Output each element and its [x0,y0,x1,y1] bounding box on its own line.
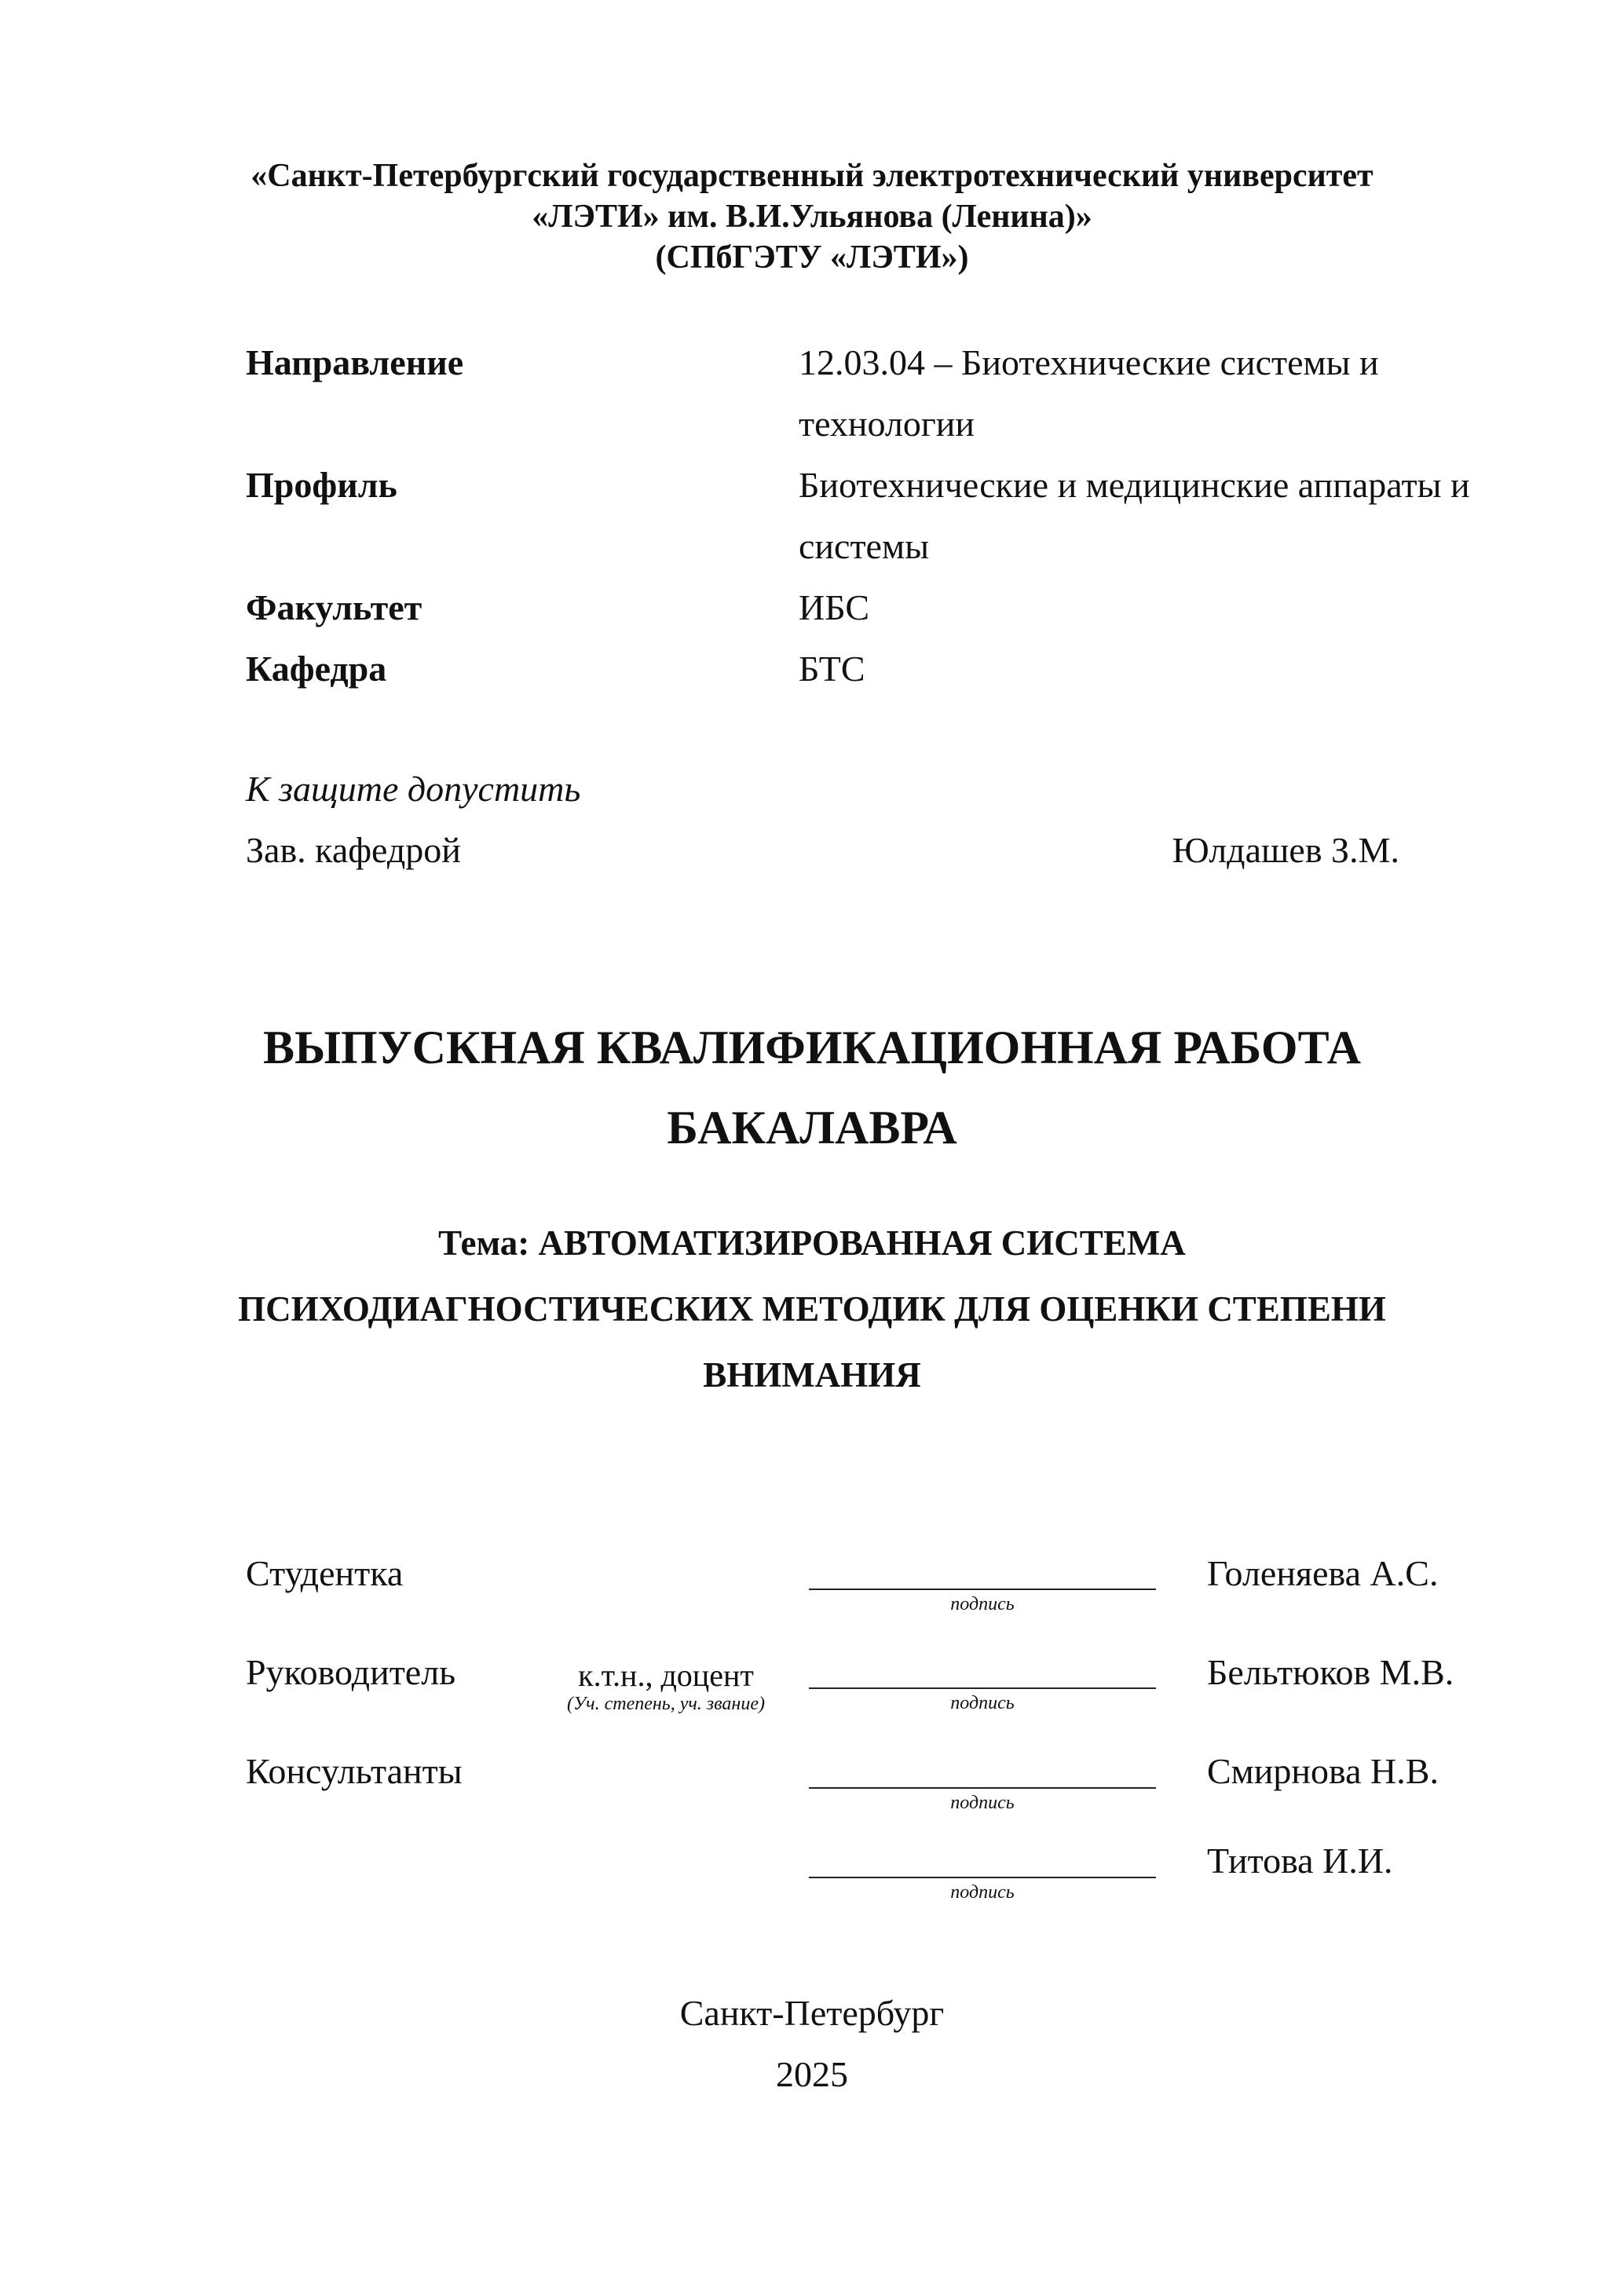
department-label: Кафедра [246,649,387,689]
topic-line1: Тема: АВТОМАТИЗИРОВАННАЯ СИСТЕМА [438,1223,1186,1263]
consultant1-signature-line [809,1787,1156,1789]
head-of-department-label: Зав. кафедрой [246,830,461,870]
consultant2-signature-caption: подпись [950,1882,1015,1903]
supervisor-degree-caption: (Уч. степень, уч. звание) [567,1694,765,1714]
consultants-label: Консультанты [246,1751,463,1791]
direction-label: Направление [246,342,464,382]
profile-value: Биотехнические и медицинские аппараты и системы [799,465,1470,566]
faculty-label: Факультет [246,587,422,627]
faculty-value: ИБС [799,587,870,627]
topic-line3: ВНИМАНИЯ [703,1355,921,1395]
consultant1-name: Смирнова Н.В. [1207,1751,1439,1791]
admission-text: К защите допустить [246,769,581,809]
consultant2-signature-line [809,1877,1156,1878]
supervisor-label: Руководитель [246,1652,456,1692]
consultant1-signature-caption: подпись [950,1793,1015,1813]
supervisor-name: Бельтюков М.В. [1207,1652,1454,1692]
direction-value: 12.03.04 – Биотехнические системы и технологии [799,342,1379,444]
department-value: БТС [799,649,865,689]
supervisor-signature-line [809,1687,1156,1689]
university-name-line2: «ЛЭТИ» им. В.И.Ульянова (Ленина)» [532,199,1092,235]
head-of-department-name: Юлдашев З.М. [1172,830,1399,870]
university-abbreviation: (СПбГЭТУ «ЛЭТИ») [655,239,969,276]
supervisor-degree: к.т.н., доцент [578,1658,754,1693]
student-signature-caption: подпись [950,1594,1015,1614]
thesis-title-line1: ВЫПУСКНАЯ КВАЛИФИКАЦИОННАЯ РАБОТА [263,1022,1361,1073]
year: 2025 [776,2054,848,2094]
student-name: Голеняева А.С. [1207,1553,1439,1593]
university-name-line1: «Санкт-Петербургский государственный электротехнический университет [251,158,1373,194]
thesis-title-line2: БАКАЛАВРА [667,1102,957,1153]
university-header [0,155,1624,278]
student-signature-line [809,1589,1156,1590]
city: Санкт-Петербург [679,1993,945,2033]
supervisor-signature-caption: подпись [950,1693,1015,1713]
consultant2-name: Титова И.И. [1207,1841,1393,1881]
profile-label: Профиль [246,465,397,505]
topic-line2: ПСИХОДИАГНОСТИЧЕСКИХ МЕТОДИК ДЛЯ ОЦЕНКИ СТЕПЕНИ [238,1289,1386,1329]
student-label: Студентка [246,1553,404,1593]
